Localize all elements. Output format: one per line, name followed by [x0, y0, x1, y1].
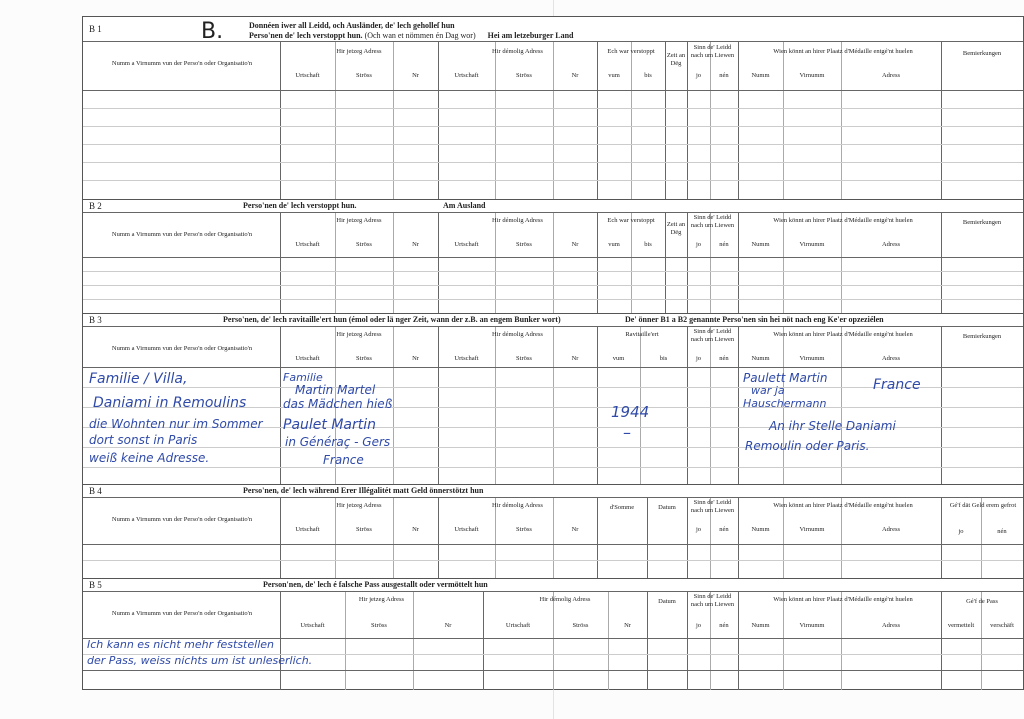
- b5-col-former: Hir démolig Adress: [539, 596, 591, 603]
- b3-hand-dash: –: [623, 423, 631, 442]
- b3-grid: [83, 327, 1023, 485]
- b3-hand-medal-2: war ja: [751, 384, 785, 397]
- b1-col-no: nén: [719, 72, 729, 79]
- b3-col-medal: Wien könnt an hirer Plaatz d'Médaille entgé'nt huelen: [773, 331, 913, 338]
- b5-col-address: Adress: [881, 622, 901, 629]
- b1-col-remarks: Bemierkungen: [962, 50, 1002, 57]
- b3-hand-name-3: die Wohnten nur im Sommer: [89, 417, 263, 431]
- b2-col-surname: Numm: [751, 241, 770, 248]
- b2-col-from: vum: [608, 241, 620, 248]
- b3-hand-current-5: in Généraç - Gers: [285, 435, 391, 449]
- b3-col-street: Ströss: [356, 355, 372, 362]
- b2-col-town2: Urtschaft: [454, 241, 479, 248]
- b4-col-town: Urtschaft: [295, 526, 320, 533]
- section-b1: [83, 17, 1023, 199]
- b2-col-former: Hir démolig Adress: [492, 217, 543, 224]
- b3-hand-name-1: Familie / Villa,: [89, 371, 188, 387]
- b2-col-town: Urtschaft: [295, 241, 320, 248]
- b4-col-medal: Wien könnt an hirer Plaatz d'Médaille entgé'nt huelen: [773, 502, 913, 509]
- b3-hand-medal-1: Paulett Martin: [743, 371, 828, 385]
- b2-col-street2: Ströss: [516, 241, 532, 248]
- b5-col-firstname: Virnumm: [799, 622, 825, 629]
- b4-col-street2: Ströss: [516, 526, 532, 533]
- b2-col-time: Zeit an Dëg: [666, 221, 686, 236]
- b3-col-alive: Sinn de' Leidd nach um Liewen: [690, 328, 735, 343]
- b5-col-current: Hir jetzeg Adress: [358, 596, 405, 603]
- b3-col-current: Hir jetzeg Adress: [336, 331, 382, 338]
- b5-col-pass-lent: vermettelt: [947, 622, 975, 629]
- b3-hand-name-2: Daniami in Remoulins: [93, 395, 247, 411]
- b4-col-surname: Numm: [751, 526, 770, 533]
- b5-col-yes: jo: [695, 622, 702, 629]
- b1-col-surname: Numm: [751, 72, 770, 79]
- b2-place: Am Ausland: [443, 201, 486, 210]
- b4-title: Perso'nen, de' lech während Erer Illégalitét matt Geld önnerstötzt hun: [243, 486, 484, 495]
- b3-col-nr: Nr: [412, 355, 419, 362]
- form-sheet: [82, 16, 1024, 690]
- b2-title: Perso'nen de' lech verstoppt hun.: [243, 201, 357, 210]
- b5-head: [83, 579, 1023, 592]
- b5-col-town: Urtschaft: [300, 622, 325, 629]
- b5-col-alive: Sinn de' Leidd nach um Liewen: [690, 593, 735, 608]
- b1-grid: [83, 42, 1023, 199]
- b3-col-supplied: Ravitaille'ert: [625, 331, 659, 338]
- b1-col-street2: Ströss: [516, 72, 532, 79]
- b4-col-town2: Urtschaft: [454, 526, 479, 533]
- b2-col-firstname: Virnumm: [799, 241, 825, 248]
- b4-col-yes: jo: [695, 526, 702, 533]
- b3-hand-current-3: das Mädchen hieß: [283, 397, 393, 411]
- b5-col-street2: Ströss: [572, 622, 589, 629]
- b1-col-former: Hir démolig Adress: [492, 48, 543, 55]
- b3-col-street2: Ströss: [516, 355, 532, 362]
- b3-col-town: Urtschaft: [295, 355, 320, 362]
- b3-hand-current-1: Familie: [283, 371, 323, 384]
- b2-col-until: bis: [644, 241, 652, 248]
- b3-title: Perso'nen, de' lech ravitaille'ert hun (émol oder lä nger Zeit, wann der z.B. an engem Bunker wort): [223, 315, 561, 324]
- b3-hand-medal-addr-1: An ihr Stelle Daniami: [769, 419, 896, 433]
- b4-col-date: Datum: [658, 504, 676, 511]
- b5-title: Person'nen, de' lech é falsche Pass ausgestallt oder vermöttelt hun: [263, 580, 488, 589]
- b3-col-until: bis: [659, 355, 668, 362]
- b1-col-town: Urtschaft: [295, 72, 320, 79]
- b1-col-time: Zeit an Dëg: [666, 52, 686, 67]
- b4-col-current: Hir jetzeg Adress: [336, 502, 382, 509]
- b3-label: B 3: [89, 315, 102, 325]
- b3-col-no: nén: [719, 355, 729, 362]
- b5-col-no: nén: [719, 622, 729, 629]
- section-b5: [83, 578, 1023, 690]
- b4-col-alive: Sinn de' Leidd nach um Liewen: [690, 499, 735, 514]
- b4-col-no: nén: [719, 526, 729, 533]
- b4-col-nr2: Nr: [571, 526, 579, 533]
- b2-col-nr: Nr: [412, 241, 419, 248]
- b3-head: [83, 314, 1023, 327]
- section-letter: B.: [201, 19, 224, 44]
- b5-col-surname: Numm: [751, 622, 770, 629]
- b4-col-money: Gé'f dät Geld erem gefrot: [949, 502, 1017, 509]
- b1-col-street: Ströss: [356, 72, 372, 79]
- b1-title-part-c: Hei am letzeburger Land: [487, 31, 574, 40]
- b3-col-former: Hir démolig Adress: [492, 331, 543, 338]
- b2-head: [83, 200, 1023, 213]
- b2-col-no: nén: [719, 241, 729, 248]
- b3-hand-name-4: dort sonst in Paris: [89, 433, 198, 447]
- b5-col-street: Ströss: [371, 622, 387, 629]
- b5-grid: [83, 592, 1023, 690]
- b1-col-hidden: Ech war verstoppt: [607, 48, 655, 55]
- b4-col-street: Ströss: [356, 526, 372, 533]
- b2-label: B 2: [89, 201, 102, 211]
- b3-hand-current-2: Martin Martel: [295, 383, 376, 397]
- b2-col-address: Adress: [881, 241, 901, 248]
- b4-grid: [83, 498, 1023, 579]
- b3-col-nr2: Nr: [571, 355, 579, 362]
- b3-title2: De' önner B1 a B2 genannte Perso'nen sin hei nöt nach eng Ke'er opzeziélen: [625, 315, 884, 324]
- section-b2: [83, 199, 1023, 314]
- b5-hand-note-1: Ich kann es nicht mehr feststellen: [87, 638, 274, 651]
- b1-head: [83, 17, 1023, 42]
- b1-col-alive: Sinn de' Leidd nach um Liewen: [690, 44, 735, 59]
- b1-col-from: vum: [608, 72, 620, 79]
- b1-col-medal: Wien könnt an hirer Plaatz d'Médaille entgé'nt huelen: [773, 48, 913, 55]
- b1-col-until: bis: [644, 72, 652, 79]
- b4-col-firstname: Virnumm: [799, 526, 825, 533]
- b1-col-current: Hir jetzeg Adress: [336, 48, 382, 55]
- b3-col-name: Numm a Virnumm vun der Perso'n oder Organisatio'n: [111, 345, 253, 352]
- b3-col-yes: jo: [695, 355, 702, 362]
- b5-col-date: Datum: [658, 598, 676, 605]
- b2-col-alive: Sinn de' Leidd nach um Liewen: [690, 214, 735, 229]
- b3-hand-year: 1944: [611, 403, 650, 421]
- b2-col-medal: Wien könnt an hirer Plaatz d'Médaille entgé'nt huelen: [773, 217, 913, 224]
- b4-head: [83, 485, 1023, 498]
- b4-col-nr: Nr: [412, 526, 419, 533]
- b4-col-amount: d'Somme: [609, 504, 635, 511]
- b4-col-address: Adress: [881, 526, 901, 533]
- b1-title-part-b: (Och wan et nömmen én Dag wor): [364, 31, 476, 40]
- b5-label: B 5: [89, 580, 102, 590]
- b3-col-town2: Urtschaft: [454, 355, 479, 362]
- b5-col-nr2: Nr: [624, 622, 631, 629]
- b5-col-medal: Wien könnt an hirer Plaatz d'Médaille entgé'nt huelen: [773, 596, 913, 603]
- b3-hand-medal-country: France: [873, 377, 921, 393]
- section-b3: [83, 313, 1023, 485]
- b1-title-line1: Donnéen iwer all Leidd, och Ausländer, de' lech geholleſ hun: [249, 21, 455, 30]
- b1-col-nr2: Nr: [571, 72, 579, 79]
- b2-col-remarks: Bemierkungen: [962, 219, 1002, 226]
- b5-col-town2: Urtschaft: [505, 622, 531, 629]
- b2-col-current: Hir jetzeg Adress: [336, 217, 382, 224]
- section-b4: [83, 484, 1023, 579]
- b4-col-no2: nén: [997, 528, 1007, 535]
- b5-col-name: Numm a Virnumm vun der Perso'n oder Organisatio'n: [111, 610, 253, 617]
- b1-label: B 1: [89, 24, 102, 34]
- b3-col-from: vum: [612, 355, 625, 362]
- b1-col-nr: Nr: [412, 72, 419, 79]
- b1-title-line2: [249, 31, 573, 40]
- b4-col-yes2: jo: [958, 528, 964, 535]
- b2-col-street: Ströss: [356, 241, 372, 248]
- b3-col-remarks: Bemierkungen: [962, 333, 1002, 340]
- b4-label: B 4: [89, 486, 102, 496]
- b1-col-firstname: Virnumm: [799, 72, 825, 79]
- b5-hand-note-2: der Pass, weiss nichts um ist unleserlich.: [87, 654, 313, 667]
- b4-col-former: Hir démolig Adress: [492, 502, 543, 509]
- b5-col-nr: Nr: [444, 622, 452, 629]
- b1-col-address: Adress: [881, 72, 901, 79]
- b3-col-firstname: Virnumm: [799, 355, 825, 362]
- b3-hand-current-6: France: [323, 453, 364, 467]
- b1-col-town2: Urtschaft: [454, 72, 479, 79]
- b5-col-pass-made: verschäft: [990, 622, 1014, 629]
- b3-col-surname: Numm: [751, 355, 770, 362]
- b3-hand-current-4: Paulet Martin: [283, 417, 377, 433]
- b2-col-hidden: Ech war verstoppt: [607, 217, 655, 224]
- b2-col-yes: jo: [695, 241, 702, 248]
- b3-hand-name-5: weiß keine Adresse.: [89, 451, 210, 465]
- b1-title-part-a: Perso'nen de' lech verstoppt hun.: [249, 31, 363, 40]
- b1-col-yes: jo: [695, 72, 702, 79]
- b2-grid: [83, 213, 1023, 314]
- b3-col-address: Adress: [881, 355, 901, 362]
- b3-hand-medal-addr-2: Remoulin oder Paris.: [745, 439, 870, 453]
- b4-col-name: Numm a Virnumm vun der Perso'n oder Organisatio'n: [111, 516, 253, 523]
- b2-col-nr2: Nr: [571, 241, 579, 248]
- b1-col-name: Numm a Virnumm vun der Perso'n oder Organisatio'n: [111, 60, 253, 67]
- b3-hand-medal-3: Hauschermann: [743, 397, 827, 410]
- b2-col-name: Numm a Virnumm vun der Perso'n oder Organisatio'n: [111, 231, 253, 238]
- b5-col-pass: Gé'f de Pass: [966, 598, 998, 605]
